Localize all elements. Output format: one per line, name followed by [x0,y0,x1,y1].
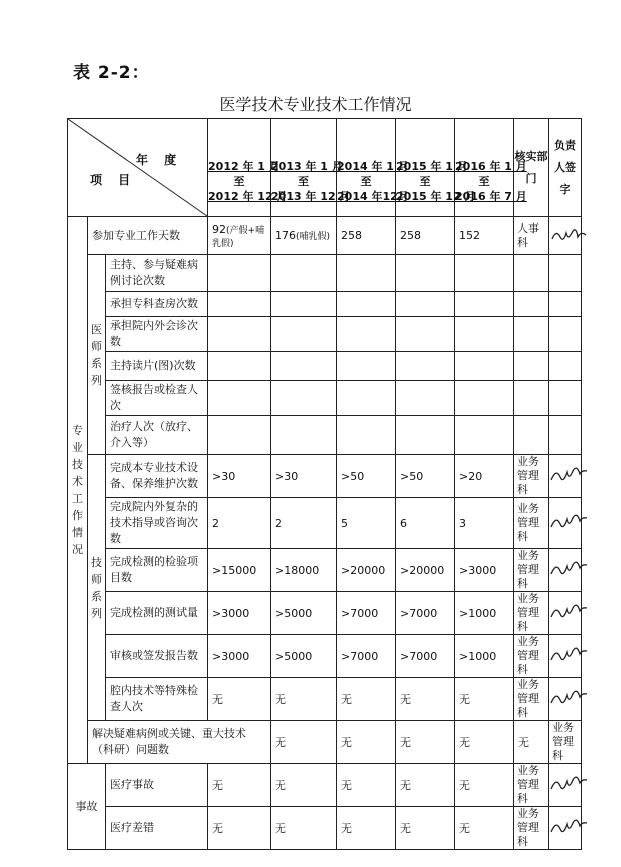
table-label: 表 2-2： [73,63,150,83]
value-cell: >20000 [396,549,455,592]
row-label: 解决疑难病例或关键、重大技术（科研）问题数 [88,721,271,764]
value-cell: >5000 [271,592,337,635]
value-cell: 2 [208,498,271,549]
group-physician: 医师系列 [88,255,106,455]
signature [549,678,582,721]
table-row [68,678,582,721]
value-cell: 无 [271,678,337,721]
group-professional-tech: 专业技术工作情况 [68,217,88,764]
value-cell: 无 [337,807,396,850]
verify-dept-header: 核实部门 [514,119,549,217]
table-row [68,635,582,678]
row-label: 腔内技术等特殊检查人次 [106,678,208,721]
value-cell: 无 [208,678,271,721]
table-row [68,455,582,498]
value-cell: >3000 [455,549,514,592]
row-label: 参加专业工作天数 [88,217,208,255]
value-cell: >30 [271,455,337,498]
period-header-2014: 2014 年 1 月 至 2014 年12月 [337,119,396,217]
row-label: 医疗差错 [106,807,208,850]
value-cell: 92(产假+哺乳假) [208,217,271,255]
signer-header: 负责人签字 [549,119,582,217]
dept-cell: 人事科 [514,217,549,255]
table-row [68,807,582,850]
value-cell: 无 [396,764,455,807]
header-row [68,119,582,217]
value-cell: >1000 [455,592,514,635]
table-row [68,721,582,764]
value-cell: 258 [396,217,455,255]
row-label: 承担院内外会诊次数 [106,317,208,352]
value-cell: 无 [337,721,396,764]
signature [549,217,582,255]
dept-cell: 业务管理科 [514,678,549,721]
row-label: 审核或签发报告数 [106,635,208,678]
value-cell: >3000 [208,592,271,635]
value-cell: 无 [271,764,337,807]
row-label: 完成检测的测试量 [106,592,208,635]
value-cell: 无 [514,721,549,764]
value-cell: 6 [396,498,455,549]
value-cell: >18000 [271,549,337,592]
dept-cell: 业务管理科 [514,807,549,850]
signature [549,635,582,678]
value-cell: >30 [208,455,271,498]
value-cell: 无 [455,764,514,807]
value-cell: >5000 [271,635,337,678]
signature [549,455,582,498]
item-header: 项 目 [90,173,137,187]
table-row [68,292,582,317]
table-row [68,592,582,635]
value-cell: 2 [271,498,337,549]
value-cell: >50 [396,455,455,498]
row-label: 完成检测的检验项目数 [106,549,208,592]
value-cell: >7000 [396,635,455,678]
period-header-2016: 2016 年 1 月 至 2016 年 7 月 [455,119,514,217]
dept-cell: 业务管理科 [514,455,549,498]
period-header-2015: 2015 年 1 月 至 2015 年 12 月 [396,119,455,217]
value-cell: >7000 [337,635,396,678]
value-cell: >1000 [455,635,514,678]
row-label: 主持、参与疑难病例讨论次数 [106,255,208,292]
period-header-2013: 2013 年 1 月 至 2013 年 12 月 [271,119,337,217]
group-technician: 技师系列 [88,455,106,721]
value-cell: 无 [396,678,455,721]
row-label: 承担专科查房次数 [106,292,208,317]
row-label: 医疗事故 [106,764,208,807]
value-cell: 无 [337,678,396,721]
dept-cell: 业务管理科 [514,498,549,549]
group-accident: 事故 [68,764,106,850]
value-cell: 152 [455,217,514,255]
row-label: 完成院内外复杂的技术指导或咨询次数 [106,498,208,549]
value-cell: >3000 [208,635,271,678]
value-cell: >15000 [208,549,271,592]
value-cell: 无 [271,721,337,764]
table-row [68,498,582,549]
value-cell: 无 [208,807,271,850]
value-cell: 无 [455,678,514,721]
value-cell: 无 [208,764,271,807]
value-cell: >7000 [396,592,455,635]
row-label: 主持读片(图)次数 [106,352,208,381]
value-cell: 无 [337,764,396,807]
row-label: 签核报告或检查人次 [106,381,208,416]
table-row [68,255,582,292]
row-label: 治疗人次（放疗、介入等） [106,416,208,455]
signature [549,764,582,807]
table-row [68,416,582,455]
value-cell: 无 [396,807,455,850]
signature [549,498,582,549]
value-cell: 5 [337,498,396,549]
value-cell: 无 [455,721,514,764]
value-cell: 258 [337,217,396,255]
table-row [68,764,582,807]
table-row [68,317,582,352]
dept-cell: 业务管理科 [514,549,549,592]
value-cell: 176(哺乳假) [271,217,337,255]
table-row [68,217,582,255]
value-cell: >20 [455,455,514,498]
signature [549,807,582,850]
dept-cell: 业务管理科 [549,721,582,764]
table-row [68,549,582,592]
work-table [67,118,582,850]
period-header-2012: 2012 年 1 月 至 2012 年 12 月 [208,119,271,217]
value-cell: 3 [455,498,514,549]
document-title: 医学技术专业技术工作情况 [219,95,412,114]
signature [549,549,582,592]
diagonal-header-cell [68,119,208,217]
table-row [68,381,582,416]
value-cell: >50 [337,455,396,498]
value-cell: 无 [455,807,514,850]
value-cell: >20000 [337,549,396,592]
row-label: 完成本专业技术设备、保养维护次数 [106,455,208,498]
dept-cell: 业务管理科 [514,635,549,678]
year-header: 年 度 [136,153,183,167]
dept-cell: 业务管理科 [514,592,549,635]
signature [549,592,582,635]
value-cell: 无 [396,721,455,764]
value-cell: 无 [271,807,337,850]
table-row [68,352,582,381]
dept-cell: 业务管理科 [514,764,549,807]
value-cell: >7000 [337,592,396,635]
